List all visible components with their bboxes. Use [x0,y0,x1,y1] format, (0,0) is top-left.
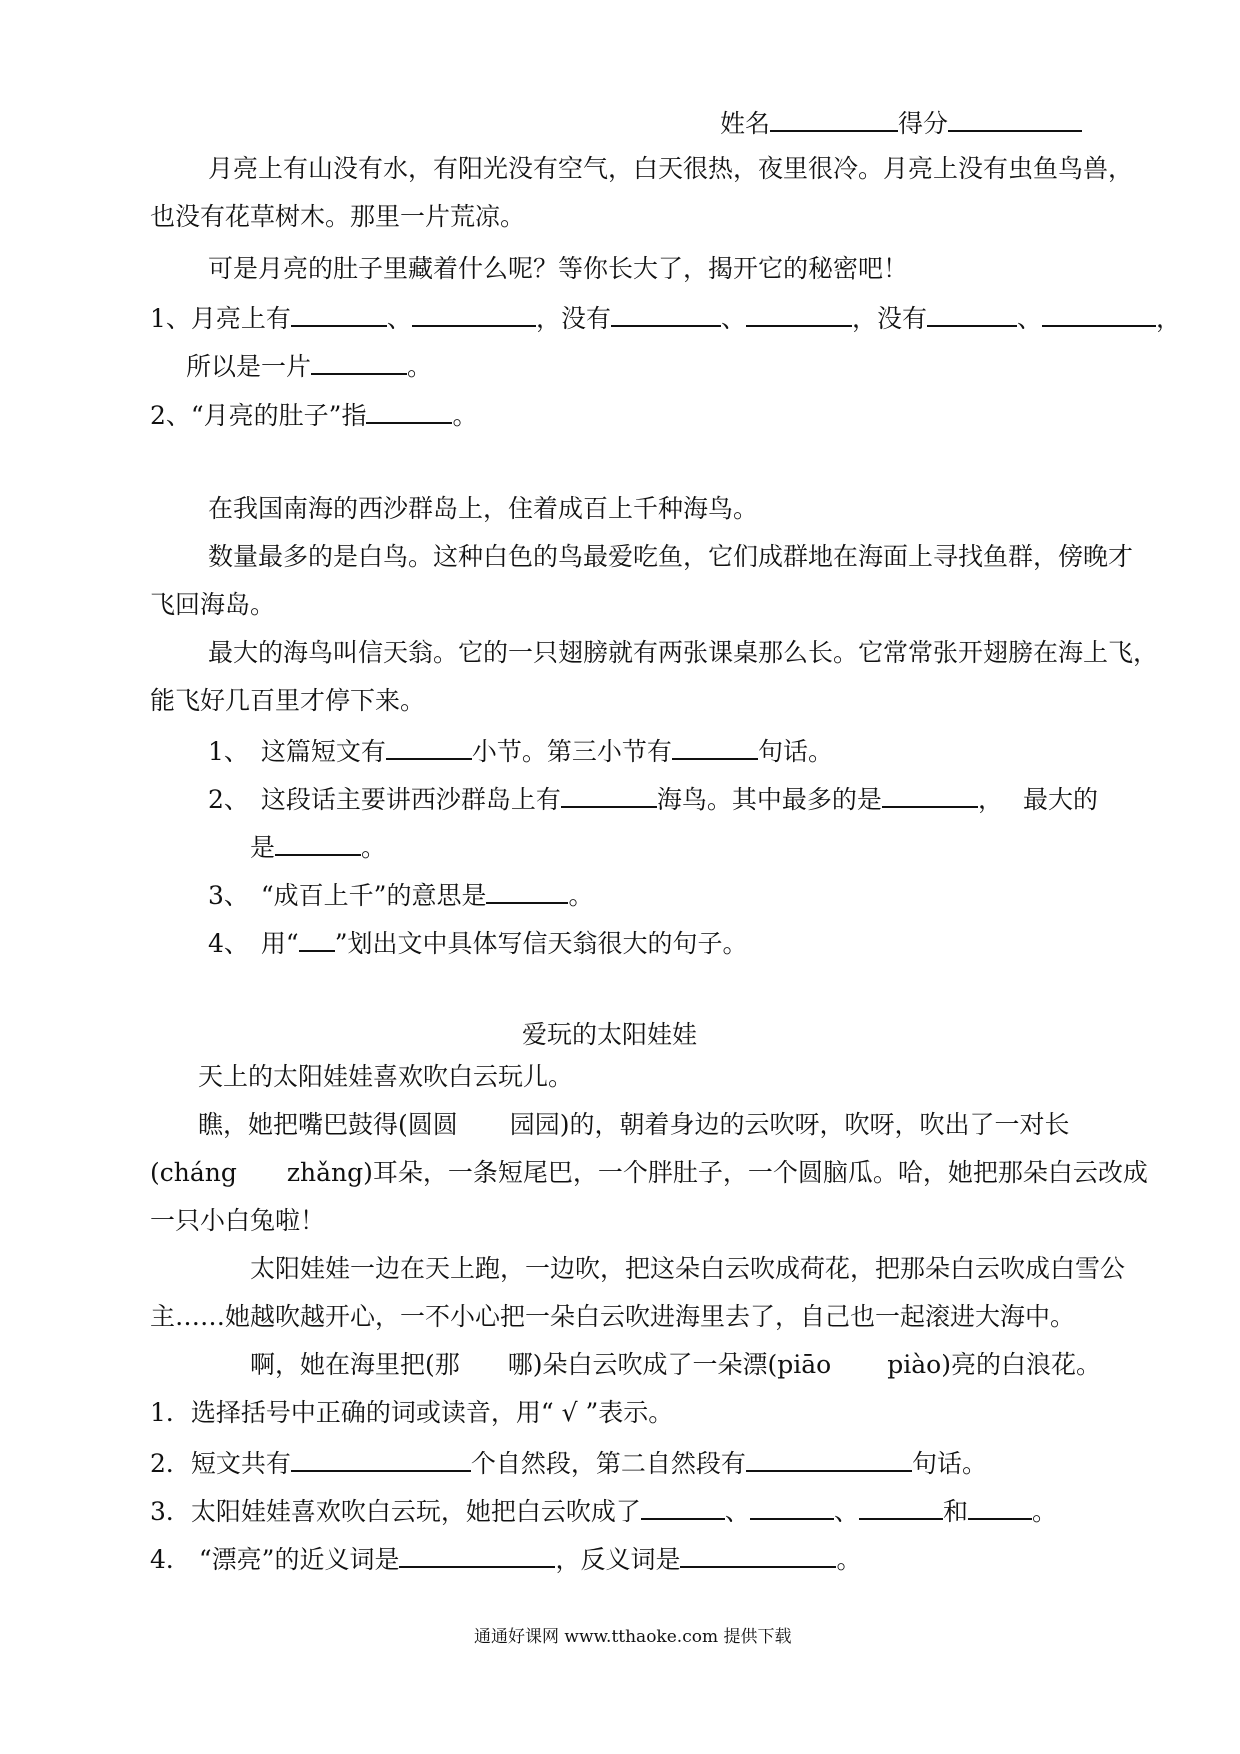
question-2 [150,396,477,433]
passage-text: piào)亮的白浪花。 [887,1350,1101,1379]
passage-text: 瞧，她把嘴巴鼓得(圆圆 [198,1110,458,1139]
answer-blank[interactable] [275,828,361,856]
question-1 [150,299,1181,336]
answer-blank[interactable] [399,1540,555,1568]
passage1-line: 也没有花草树木。那里一片荒凉。 [150,202,526,231]
question-text: 最大的 [1022,785,1098,814]
passage-text: 哪)朵白云吹成了一朵漂(piāo [507,1350,832,1379]
question-text: 这段话主要讲西沙群岛上有 [260,785,561,814]
question-number: 3、 [208,881,249,910]
s3-question-2 [150,1444,987,1481]
question-text: 太阳娃娃喜欢吹白云玩，她把白云吹成了 [190,1497,641,1526]
passage-text: (cháng [150,1158,237,1187]
passage-text: 园园)的，朝着身边的云吹呀，吹呀，吹出了一对长 [509,1110,1070,1139]
passage2-line: 在我国南海的西沙群岛上，住着成百上千种海鸟。 [208,494,759,523]
question-text: 。 [1031,1497,1057,1526]
question-text: 选择括号中正确的词或读音，用“ √ ”表示。 [190,1398,674,1427]
question-text: 。 [407,352,433,381]
answer-blank[interactable] [386,732,472,760]
question-text: 这篇短文有 [260,737,386,766]
question-text: ”划出文中具体写信天翁很大的句子。 [334,929,748,958]
question-text: 是 [250,833,276,862]
passage3-title: 爱玩的太阳娃娃 [522,1020,698,1049]
passage3-line [150,1156,1148,1190]
separator: 、 [720,304,746,333]
question-number: 1、 [208,737,249,766]
question-text: 。 [836,1545,862,1574]
question-text: ，没有 [535,304,611,333]
passage3-line: 主……她越吹越开心，一不小心把一朵白云吹进海里去了，自己也一起滚进大海中。 [150,1302,1076,1331]
answer-blank[interactable] [311,347,407,375]
s2-question-2-continued [250,828,386,865]
passage3-line: 天上的太阳娃娃喜欢吹白云玩儿。 [198,1062,574,1091]
question-1-continued [186,347,432,384]
question-text: 句话。 [911,1449,987,1478]
question-number: 4、 [208,929,249,958]
question-number: 2、 [150,401,191,430]
question-text: 月亮上有 [190,304,291,333]
separator: ， [1156,304,1182,333]
passage3-line [198,1108,1070,1142]
footer-text: 通通好课网 www.tthaoke.com 提供下载 [474,1627,792,1647]
passage2-line: 能飞好几百里才停下来。 [150,686,426,715]
question-text: 。 [361,833,387,862]
question-number: 4． [150,1545,191,1574]
answer-blank[interactable] [859,1492,943,1520]
question-text: ， [977,785,1003,814]
answer-blank[interactable] [746,1444,912,1472]
underline-sample [299,924,335,952]
separator: 、 [833,1497,859,1526]
passage2-line: 最大的海鸟叫信天翁。它的一只翅膀就有两张课桌那么长。它常常张开翅膀在海上飞， [208,638,1159,667]
question-text: 海鸟。其中最多的是 [656,785,882,814]
s2-question-3 [208,876,593,913]
question-text: 句话。 [757,737,833,766]
question-text: 用“ [260,929,299,958]
question-text: 个自然段，第二自然段有 [470,1449,746,1478]
score-label: 得分 [898,109,949,138]
separator: 、 [724,1497,750,1526]
question-text: ，反义词是 [555,1545,681,1574]
answer-blank[interactable] [927,299,1017,327]
passage-text: 啊，她在海里把(那 [250,1350,460,1379]
question-text: ，没有 [851,304,927,333]
answer-blank[interactable] [750,1492,834,1520]
name-blank[interactable] [770,104,898,132]
passage3-line: 一只小白兔啦！ [150,1206,326,1235]
answer-blank[interactable] [561,780,657,808]
answer-blank[interactable] [1042,299,1156,327]
name-label: 姓名 [720,109,771,138]
passage1-line: 月亮上有山没有水，有阳光没有空气，白天很热，夜里很冷。月亮上没有虫鱼鸟兽， [208,154,1134,183]
s3-question-3 [150,1492,1057,1529]
question-text: 小节。第三小节有 [471,737,672,766]
question-text: 所以是一片 [186,352,312,381]
question-text: “成百上千”的意思是 [260,881,487,910]
question-text: “漂亮”的近义词是 [198,1545,400,1574]
question-text: 和 [942,1497,968,1526]
s3-question-1 [150,1396,673,1430]
separator: 、 [1016,304,1042,333]
answer-blank[interactable] [366,396,452,424]
answer-blank[interactable] [968,1492,1032,1520]
question-text: “月亮的肚子”指 [190,401,367,430]
question-number: 2、 [208,785,249,814]
answer-blank[interactable] [611,299,721,327]
passage-text: zhǎng)耳朵，一条短尾巴，一个胖肚子，一个圆脑瓜。哈，她把那朵白云改成 [286,1158,1148,1187]
question-number: 3． [150,1497,191,1526]
passage2-line: 数量最多的是白鸟。这种白色的鸟最爱吃鱼，它们成群地在海面上寻找鱼群，傍晚才 [208,542,1134,571]
answer-blank[interactable] [672,732,758,760]
answer-blank[interactable] [486,876,568,904]
answer-blank[interactable] [412,299,536,327]
student-info [720,104,1082,141]
question-text: 短文共有 [190,1449,291,1478]
answer-blank[interactable] [641,1492,725,1520]
s2-question-2 [208,780,1098,817]
score-blank[interactable] [948,104,1082,132]
answer-blank[interactable] [680,1540,836,1568]
question-number: 2． [150,1449,191,1478]
question-text: 。 [452,401,478,430]
answer-blank[interactable] [882,780,978,808]
separator: 、 [386,304,412,333]
passage2-line: 飞回海岛。 [150,590,276,619]
passage3-line: 太阳娃娃一边在天上跑，一边吹，把这朵白云吹成荷花，把那朵白云吹成白雪公 [250,1254,1126,1283]
answer-blank[interactable] [746,299,852,327]
s2-question-1 [208,732,833,769]
answer-blank[interactable] [291,1444,471,1472]
question-text: 。 [568,881,594,910]
s3-question-4 [150,1540,862,1577]
question-number: 1． [150,1398,191,1427]
answer-blank[interactable] [291,299,387,327]
passage1-line: 可是月亮的肚子里藏着什么呢？等你长大了，揭开它的秘密吧！ [208,254,909,283]
passage3-line [250,1348,1101,1382]
question-number: 1、 [150,304,191,333]
s2-question-4 [208,924,747,961]
